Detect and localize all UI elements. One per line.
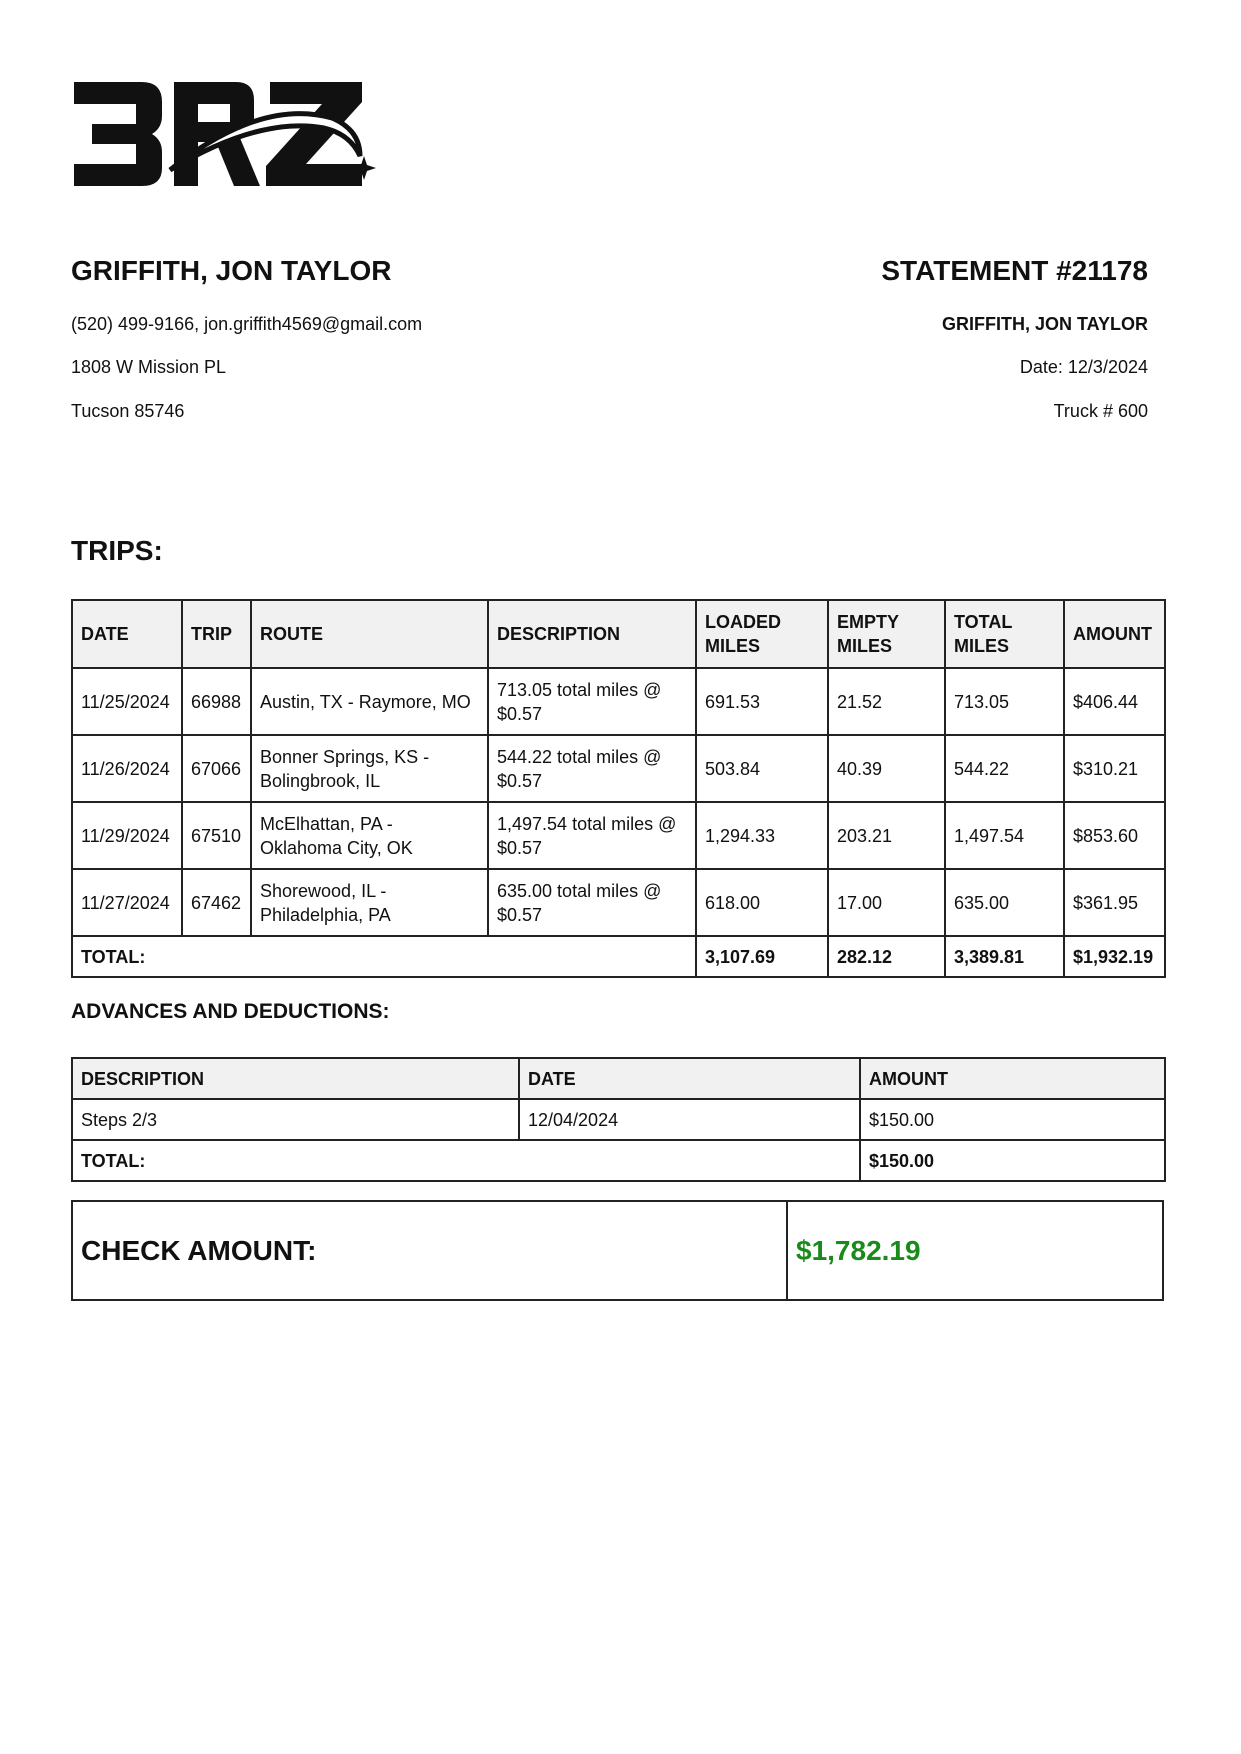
statement-truck: Truck # 600 [1053, 401, 1148, 421]
advances-total-row [72, 1140, 1165, 1181]
trip-description: 544.22 total miles @ $0.57 [488, 735, 696, 802]
check-amount-label: CHECK AMOUNT: [73, 1202, 788, 1299]
advances-header-row [72, 1058, 1165, 1099]
trip-total: 713.05 [945, 668, 1064, 735]
trip-amount: $361.95 [1064, 869, 1165, 936]
trip-date: 11/27/2024 [72, 869, 182, 936]
col-adv-date: DATE [519, 1058, 860, 1099]
trips-total-label: TOTAL: [72, 936, 696, 977]
driver-name: GRIFFITH, JON TAYLOR [71, 255, 392, 286]
table-row [72, 869, 1165, 936]
advances-heading: ADVANCES AND DEDUCTIONS: [71, 1000, 390, 1023]
col-adv-amount: AMOUNT [860, 1058, 1165, 1099]
col-trip: TRIP [182, 600, 251, 668]
trips-total-amount: $1,932.19 [1064, 936, 1165, 977]
table-row [72, 802, 1165, 869]
check-amount-box [71, 1200, 1164, 1301]
trips-total-row [72, 936, 1165, 977]
statement-date: Date: 12/3/2024 [1019, 357, 1148, 377]
trips-header-row [72, 600, 1165, 668]
advances-table [71, 1057, 1166, 1182]
trip-number: 67066 [182, 735, 251, 802]
trip-date: 11/25/2024 [72, 668, 182, 735]
trips-total-miles: 3,389.81 [945, 936, 1064, 977]
trip-number: 66988 [182, 668, 251, 735]
col-date: DATE [72, 600, 182, 668]
trip-number: 67510 [182, 802, 251, 869]
trip-date: 11/26/2024 [72, 735, 182, 802]
trip-description: 713.05 total miles @ $0.57 [488, 668, 696, 735]
col-amount: AMOUNT [1064, 600, 1165, 668]
trips-table [71, 599, 1166, 978]
col-empty-miles: EMPTY MILES [828, 600, 945, 668]
trip-route: Shorewood, IL - Philadelphia, PA [251, 869, 488, 936]
trips-total-loaded: 3,107.69 [696, 936, 828, 977]
col-total-miles: TOTAL MILES [945, 600, 1064, 668]
trips-total-empty: 282.12 [828, 936, 945, 977]
col-route: ROUTE [251, 600, 488, 668]
trip-date: 11/29/2024 [72, 802, 182, 869]
trip-total: 1,497.54 [945, 802, 1064, 869]
trip-loaded: 618.00 [696, 869, 828, 936]
advances-total-amount: $150.00 [860, 1140, 1165, 1181]
trip-total: 544.22 [945, 735, 1064, 802]
trip-empty: 17.00 [828, 869, 945, 936]
trip-amount: $853.60 [1064, 802, 1165, 869]
check-amount-value: $1,782.19 [796, 1234, 921, 1266]
statement-title: STATEMENT #21178 [881, 255, 1148, 286]
driver-address-line1: 1808 W Mission PL [71, 357, 227, 377]
trip-amount: $406.44 [1064, 668, 1165, 735]
col-adv-description: DESCRIPTION [72, 1058, 519, 1099]
company-logo [70, 78, 382, 194]
adv-amount: $150.00 [860, 1099, 1165, 1140]
trip-empty: 40.39 [828, 735, 945, 802]
trip-route: Austin, TX - Raymore, MO [251, 668, 488, 735]
driver-info [71, 254, 423, 421]
trip-empty: 203.21 [828, 802, 945, 869]
trip-total: 635.00 [945, 869, 1064, 936]
trip-loaded: 691.53 [696, 668, 828, 735]
advances-total-label: TOTAL: [72, 1140, 860, 1181]
trips-heading: TRIPS: [71, 535, 163, 566]
col-description: DESCRIPTION [488, 600, 696, 668]
trip-route: Bonner Springs, KS - Bolingbrook, IL [251, 735, 488, 802]
trip-amount: $310.21 [1064, 735, 1165, 802]
table-row [72, 668, 1165, 735]
adv-date: 12/04/2024 [519, 1099, 860, 1140]
trip-description: 1,497.54 total miles @ $0.57 [488, 802, 696, 869]
trip-number: 67462 [182, 869, 251, 936]
adv-description: Steps 2/3 [72, 1099, 519, 1140]
trip-route: McElhattan, PA - Oklahoma City, OK [251, 802, 488, 869]
driver-address-line2: Tucson 85746 [71, 401, 185, 421]
statement-info [881, 254, 1148, 421]
table-row [72, 1099, 1165, 1140]
trip-loaded: 1,294.33 [696, 802, 828, 869]
trip-description: 635.00 total miles @ $0.57 [488, 869, 696, 936]
driver-contact: (520) 499-9166, jon.griffith4569@gmail.com [71, 314, 423, 334]
trip-loaded: 503.84 [696, 735, 828, 802]
col-loaded-miles: LOADED MILES [696, 600, 828, 668]
trip-empty: 21.52 [828, 668, 945, 735]
statement-name: GRIFFITH, JON TAYLOR [941, 314, 1148, 334]
table-row [72, 735, 1165, 802]
